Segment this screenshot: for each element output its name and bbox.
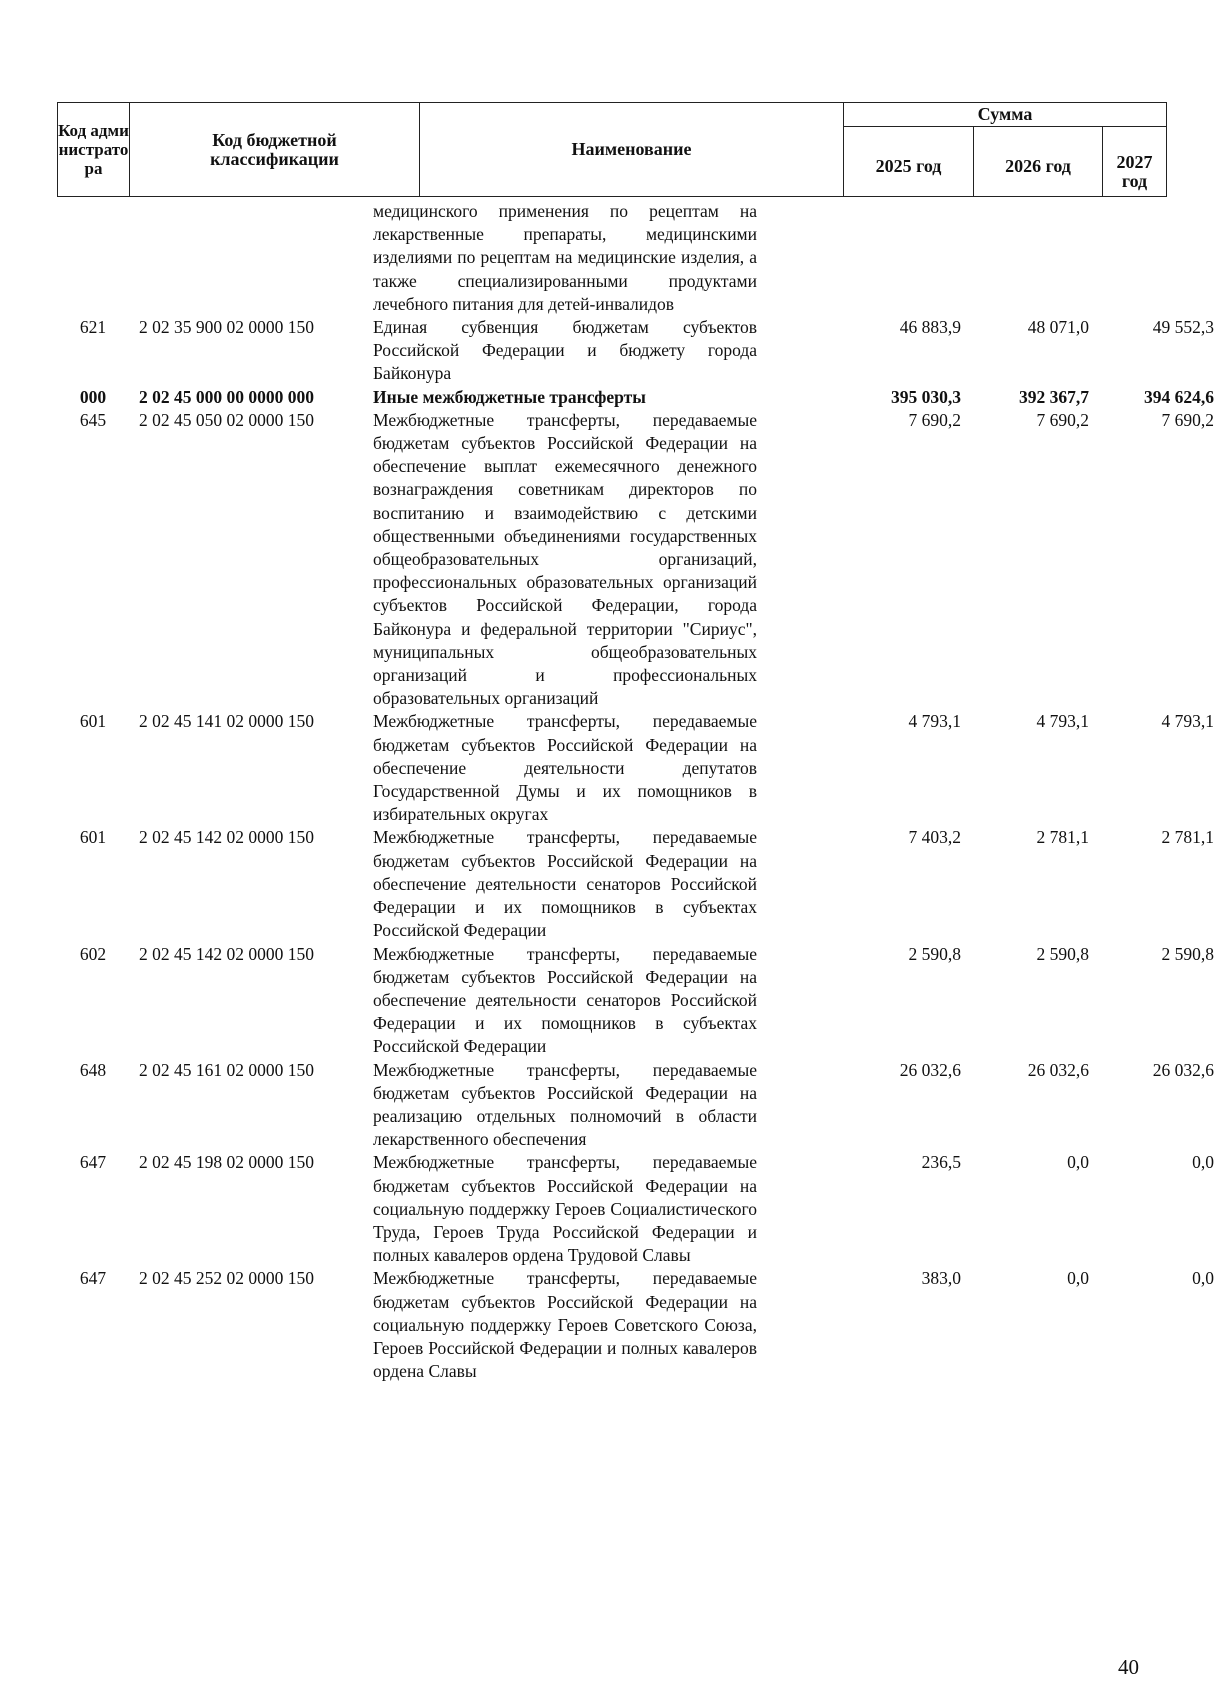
row-admin-code: 000: [79, 386, 107, 407]
table-body: [57, 200, 1214, 1383]
header-admin-code: Код администратора: [58, 103, 130, 196]
table-row: [57, 1059, 1214, 1152]
row-name: Межбюджетные трансферты, передаваемые бюджетам субъектов Российской Федерации на социальную поддержку Героев Советского Союза, Героев Российской Федерации и полных кавалеров ордена Славы: [373, 1268, 757, 1382]
row-kbk: 2 02 45 142 02 0000 150: [139, 827, 314, 848]
table-row: [57, 409, 1214, 711]
row-name: Межбюджетные трансферты, передаваемые бюджетам субъектов Российской Федерации на реализацию отдельных полномочий в области лекарственного обеспечения: [373, 1059, 757, 1150]
row-kbk: 2 02 45 161 02 0000 150: [139, 1059, 314, 1080]
table-row: [57, 826, 1214, 942]
row-value-2027: 394 624,6: [1144, 386, 1214, 407]
row-value-2027: 0,0: [1192, 1152, 1214, 1173]
row-name: медицинского применения по рецептам на лекарственные препараты, медицинскими изделиями по рецептам на медицинские изделия, а также специализированными продуктами лечебного питания для детей-инвалидов: [373, 201, 757, 314]
row-value-2026: 0,0: [1067, 1268, 1089, 1289]
row-kbk: 2 02 45 000 00 0000 000: [139, 386, 314, 407]
row-value-2026: 2 781,1: [1036, 827, 1089, 848]
row-admin-code: 647: [79, 1152, 107, 1173]
row-value-2026: 48 071,0: [1027, 317, 1089, 338]
row-value-2025: 7 690,2: [908, 409, 961, 430]
row-value-2026: 7 690,2: [1036, 409, 1089, 430]
row-admin-code: 601: [79, 827, 107, 848]
row-value-2025: 395 030,3: [891, 386, 961, 407]
page-number: 40: [1118, 1655, 1139, 1679]
row-value-2025: 4 793,1: [908, 711, 961, 732]
table-row: [57, 386, 1214, 409]
row-value-2025: 26 032,6: [899, 1059, 961, 1080]
row-kbk: 2 02 45 198 02 0000 150: [139, 1152, 314, 1173]
row-name: Межбюджетные трансферты, передаваемые бюджетам субъектов Российской Федерации на обеспечение деятельности сенаторов Российской Федерации и их помощников в субъектах Российской Федерации: [373, 943, 757, 1057]
continuation-row: [57, 200, 1167, 316]
row-value-2025: 46 883,9: [899, 317, 961, 338]
row-admin-code: 602: [79, 943, 107, 964]
row-name: Единая субвенция бюджетам субъектов Российской Федерации и бюджету города Байконура: [373, 317, 757, 384]
table-row: [57, 943, 1214, 1059]
row-value-2027: 7 690,2: [1161, 409, 1214, 430]
header-kbk: Код бюджетной классификации: [130, 103, 420, 196]
row-kbk: 2 02 35 900 02 0000 150: [139, 317, 314, 338]
row-value-2027: 4 793,1: [1161, 711, 1214, 732]
header-sum: Сумма: [844, 103, 1166, 127]
row-value-2027: 2 781,1: [1161, 827, 1214, 848]
row-name: Иные межбюджетные трансферты: [373, 386, 646, 407]
row-name: Межбюджетные трансферты, передаваемые бюджетам субъектов Российской Федерации на социальную поддержку Героев Социалистического Труда, Героев Труда Российской Федерации и полных кавалеров ордена Трудовой Славы: [373, 1152, 757, 1266]
row-value-2025: 383,0: [921, 1268, 961, 1289]
row-admin-code: 601: [79, 711, 107, 732]
row-value-2027: 49 552,3: [1152, 317, 1214, 338]
table-row: [57, 316, 1214, 386]
row-kbk: 2 02 45 141 02 0000 150: [139, 711, 314, 732]
row-admin-code: 645: [79, 409, 107, 430]
row-value-2027: 26 032,6: [1152, 1059, 1214, 1080]
header-year-2027: 2027 год: [1116, 151, 1153, 191]
row-value-2026: 392 367,7: [1019, 386, 1089, 407]
row-value-2025: 2 590,8: [908, 943, 961, 964]
header-year-2025: 2025 год: [844, 127, 974, 196]
row-value-2025: 7 403,2: [908, 827, 961, 848]
table-row: [57, 1267, 1214, 1383]
table-row: [57, 1151, 1214, 1267]
header-name: Наименование: [420, 103, 844, 196]
row-value-2026: 0,0: [1067, 1152, 1089, 1173]
row-admin-code: 647: [79, 1268, 107, 1289]
row-value-2026: 2 590,8: [1036, 943, 1089, 964]
row-name: Межбюджетные трансферты, передаваемые бюджетам субъектов Российской Федерации на обеспечение деятельности депутатов Государственной Думы и их помощников в избирательных округах: [373, 711, 757, 825]
row-value-2027: 0,0: [1192, 1268, 1214, 1289]
row-name: Межбюджетные трансферты, передаваемые бюджетам субъектов Российской Федерации на обеспечение выплат ежемесячного денежного вознаграждения советникам директоров по воспитанию и взаимодействию с детскими общественными объединениями государственных общеобразовательных организаций, профессиональных образовательных организаций субъектов Российской Федерации, города Байконура и федеральной территории "Сириус", муниципальных общеобразовательных организаций и профессиональных образовательных организаций: [373, 409, 757, 709]
header-year-2026: 2026 год: [974, 127, 1103, 196]
row-value-2025: 236,5: [921, 1152, 961, 1173]
row-value-2026: 4 793,1: [1036, 711, 1089, 732]
row-kbk: 2 02 45 050 02 0000 150: [139, 409, 314, 430]
row-kbk: 2 02 45 142 02 0000 150: [139, 943, 314, 964]
row-value-2026: 26 032,6: [1027, 1059, 1089, 1080]
table-row: [57, 710, 1214, 826]
row-admin-code: 648: [79, 1059, 107, 1080]
row-name: Межбюджетные трансферты, передаваемые бюджетам субъектов Российской Федерации на обеспечение деятельности сенаторов Российской Федерации и их помощников в субъектах Российской Федерации: [373, 827, 757, 941]
row-admin-code: 621: [79, 317, 107, 338]
row-value-2027: 2 590,8: [1161, 943, 1214, 964]
row-kbk: 2 02 45 252 02 0000 150: [139, 1268, 314, 1289]
table-header: [57, 102, 1167, 197]
